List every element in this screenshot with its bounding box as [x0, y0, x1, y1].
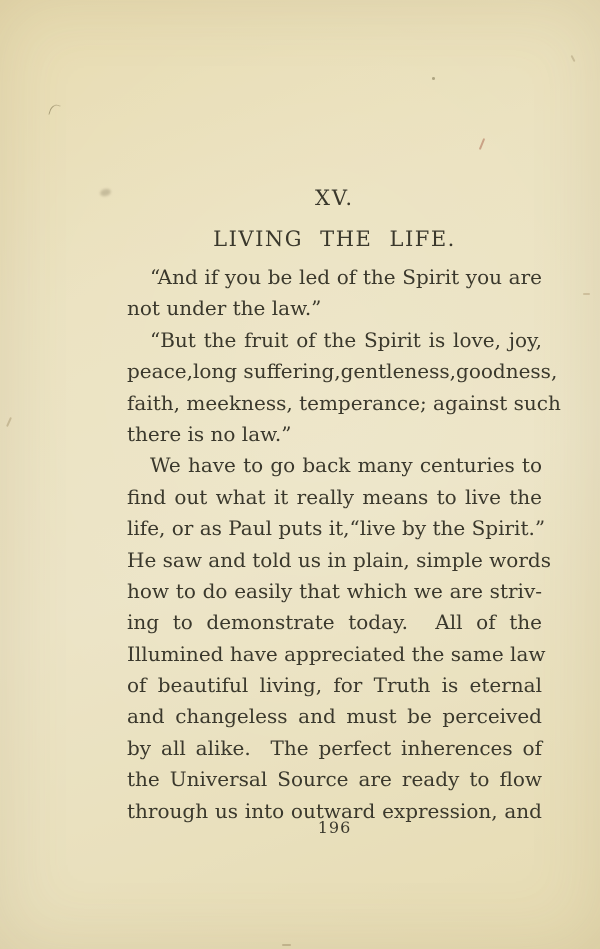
text-line: of beautiful living, for Truth is eternal: [127, 673, 542, 698]
text-line: Illumined have appreciated the same law: [127, 641, 546, 666]
text-line: ing to demonstrate today. All of the: [127, 610, 542, 635]
scan-top-right-mark: [570, 55, 575, 62]
scan-hook-mark: [48, 103, 60, 117]
chapter-title: LIVING THE LIFE.: [213, 227, 456, 251]
text-line: “And if you be led of the Spirit you are: [150, 265, 542, 289]
text-line: and changeless and must be perceived: [127, 704, 542, 729]
chapter-number: XV.: [314, 186, 355, 210]
text-line: peace,long suffering,gentleness,goodness,: [127, 359, 558, 384]
scan-slash-mark: [479, 138, 485, 150]
text-line: by all alike. The perfect inherences of: [127, 735, 542, 760]
text-line: how to do easily that which we are striv-: [127, 578, 542, 603]
text-line: life, or as Paul puts it,“live by the Spirit.”: [127, 516, 546, 541]
text-line: there is no law.”: [127, 421, 292, 446]
scan-speck: [432, 77, 435, 80]
text-line: He saw and told us in plain, simple words: [127, 547, 551, 572]
text-line: faith, meekness, temperance; against such: [127, 390, 561, 415]
body-text-block: [127, 262, 561, 827]
text-line: find out what it really means to live the: [127, 484, 542, 509]
scan-right-dash-mark: [583, 293, 590, 295]
text-line: not under the law.”: [127, 296, 322, 321]
scan-left-slash-mark: [6, 417, 12, 427]
text-line: the Universal Source are ready to flow: [127, 767, 542, 792]
page-number: 196: [317, 818, 352, 837]
scan-smudge: [99, 188, 111, 197]
text-line: We have to go back many centuries to: [150, 453, 542, 478]
text-line: through us into outward expression, and: [127, 798, 542, 823]
text-line: “But the fruit of the Spirit is love, joy,: [150, 327, 542, 352]
scan-bottom-mark: [282, 944, 291, 946]
